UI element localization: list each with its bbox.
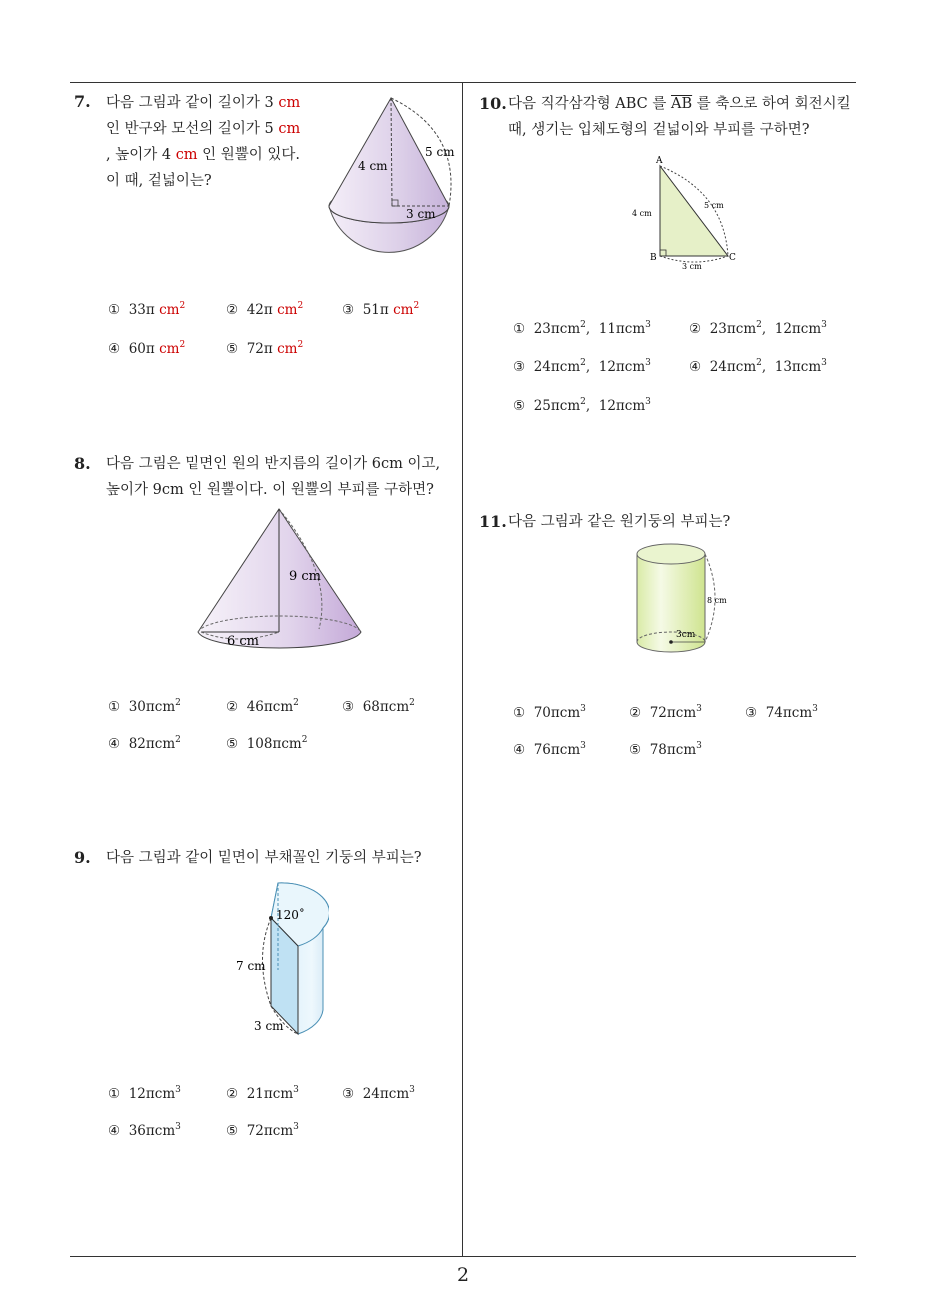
question-number: 7. bbox=[74, 92, 91, 111]
question-text: 다음 그림은 밑면인 원의 반지름의 길이가 6cm 이고, 높이가 9cm 인 원뿔이다. 이 원뿔의 부피를 구하면? bbox=[106, 456, 441, 498]
cone-on-hemisphere-figure bbox=[322, 92, 457, 274]
bc-label: 3 cm bbox=[682, 262, 702, 271]
question-text: 다음 직각삼각형 ABC 를 $\overline{AB}$ 를 축으로 하여 회전시킬 때, 생기는 입체도형의 겉넓이와 부피를 구하면? bbox=[508, 96, 851, 138]
header-rule bbox=[70, 82, 856, 83]
choice-4[interactable]: ④ 60π $cm^2$ bbox=[108, 340, 186, 357]
choice-1[interactable]: ① 70πcm$^3$ bbox=[513, 704, 586, 721]
segment-ab: $\overline{AB}$ bbox=[670, 96, 693, 112]
cone-figure bbox=[193, 504, 368, 656]
cylinder-figure bbox=[633, 540, 733, 660]
question-text: 다음 그림과 같이 길이가 3 cm 인 반구와 모선의 길이가 5 cm , 높이가 4 cm 인 원뿔이 있다. 이 때, 겉넓이는? bbox=[106, 95, 301, 189]
angle-label: 120˚ bbox=[276, 908, 305, 922]
radius-label: 3cm bbox=[676, 630, 696, 640]
question-number: 10. bbox=[479, 94, 507, 113]
choice-4[interactable]: ④ 36πcm$^3$ bbox=[108, 1122, 181, 1139]
choice-3[interactable]: ③ 51π $cm^2$ bbox=[342, 301, 420, 318]
radius-label: 3 cm bbox=[406, 207, 436, 221]
choice-3[interactable]: ③ 24πcm$^2$, 12πcm$^3$ bbox=[513, 358, 651, 375]
sector-prism-figure bbox=[234, 878, 329, 1042]
height-label: 7 cm bbox=[236, 959, 266, 973]
choice-1[interactable]: ① 30πcm$^2$ bbox=[108, 698, 181, 715]
height-label: 8 cm bbox=[707, 596, 727, 605]
vertex-b: B bbox=[650, 253, 657, 263]
column-divider bbox=[462, 82, 463, 1257]
question-text: 다음 그림과 같이 밑면이 부채꼴인 기둥의 부피는? bbox=[106, 850, 422, 866]
choice-5[interactable]: ⑤ 108πcm$^2$ bbox=[226, 735, 308, 752]
vertex-c: C bbox=[729, 253, 736, 263]
radius-label: 6 cm bbox=[227, 634, 260, 649]
choice-2[interactable]: ② 72πcm$^3$ bbox=[629, 704, 702, 721]
choice-3[interactable]: ③ 74πcm$^3$ bbox=[745, 704, 818, 721]
slant-label: 5 cm bbox=[425, 145, 455, 159]
ac-label: 5 cm bbox=[704, 201, 724, 210]
question-text: 다음 그림과 같은 원기둥의 부피는? bbox=[508, 514, 731, 530]
ab-label: 4 cm bbox=[632, 209, 652, 218]
question-number: 11. bbox=[479, 512, 507, 531]
radius-label: 3 cm bbox=[254, 1019, 284, 1033]
choice-5[interactable]: ⑤ 72πcm$^3$ bbox=[226, 1122, 299, 1139]
height-label: 9 cm bbox=[289, 569, 322, 584]
choice-2[interactable]: ② 23πcm$^2$, 12πcm$^3$ bbox=[689, 320, 827, 337]
choice-1[interactable]: ① 23πcm$^2$, 11πcm$^3$ bbox=[513, 320, 651, 337]
choice-2[interactable]: ② 42π $cm^2$ bbox=[226, 301, 304, 318]
choice-3[interactable]: ③ 68πcm$^2$ bbox=[342, 698, 415, 715]
choice-3[interactable]: ③ 24πcm$^3$ bbox=[342, 1085, 415, 1102]
question-number: 8. bbox=[74, 454, 91, 473]
footer-rule bbox=[70, 1256, 856, 1257]
choice-4[interactable]: ④ 82πcm$^2$ bbox=[108, 735, 181, 752]
vertex-a: A bbox=[656, 156, 663, 166]
choice-1[interactable]: ① 33π $cm^2$ bbox=[108, 301, 186, 318]
right-triangle-figure bbox=[624, 152, 748, 272]
choice-5[interactable]: ⑤ 78πcm$^3$ bbox=[629, 741, 702, 758]
page-number: 2 bbox=[456, 1264, 470, 1286]
choice-2[interactable]: ② 21πcm$^3$ bbox=[226, 1085, 299, 1102]
question-number: 9. bbox=[74, 848, 91, 867]
choice-4[interactable]: ④ 76πcm$^3$ bbox=[513, 741, 586, 758]
choice-4[interactable]: ④ 24πcm$^2$, 13πcm$^3$ bbox=[689, 358, 827, 375]
height-label: 4 cm bbox=[358, 159, 388, 173]
choice-2[interactable]: ② 46πcm$^2$ bbox=[226, 698, 299, 715]
choice-5[interactable]: ⑤ 72π $cm^2$ bbox=[226, 340, 304, 357]
choice-5[interactable]: ⑤ 25πcm$^2$, 12πcm$^3$ bbox=[513, 397, 651, 414]
choice-1[interactable]: ① 12πcm$^3$ bbox=[108, 1085, 181, 1102]
